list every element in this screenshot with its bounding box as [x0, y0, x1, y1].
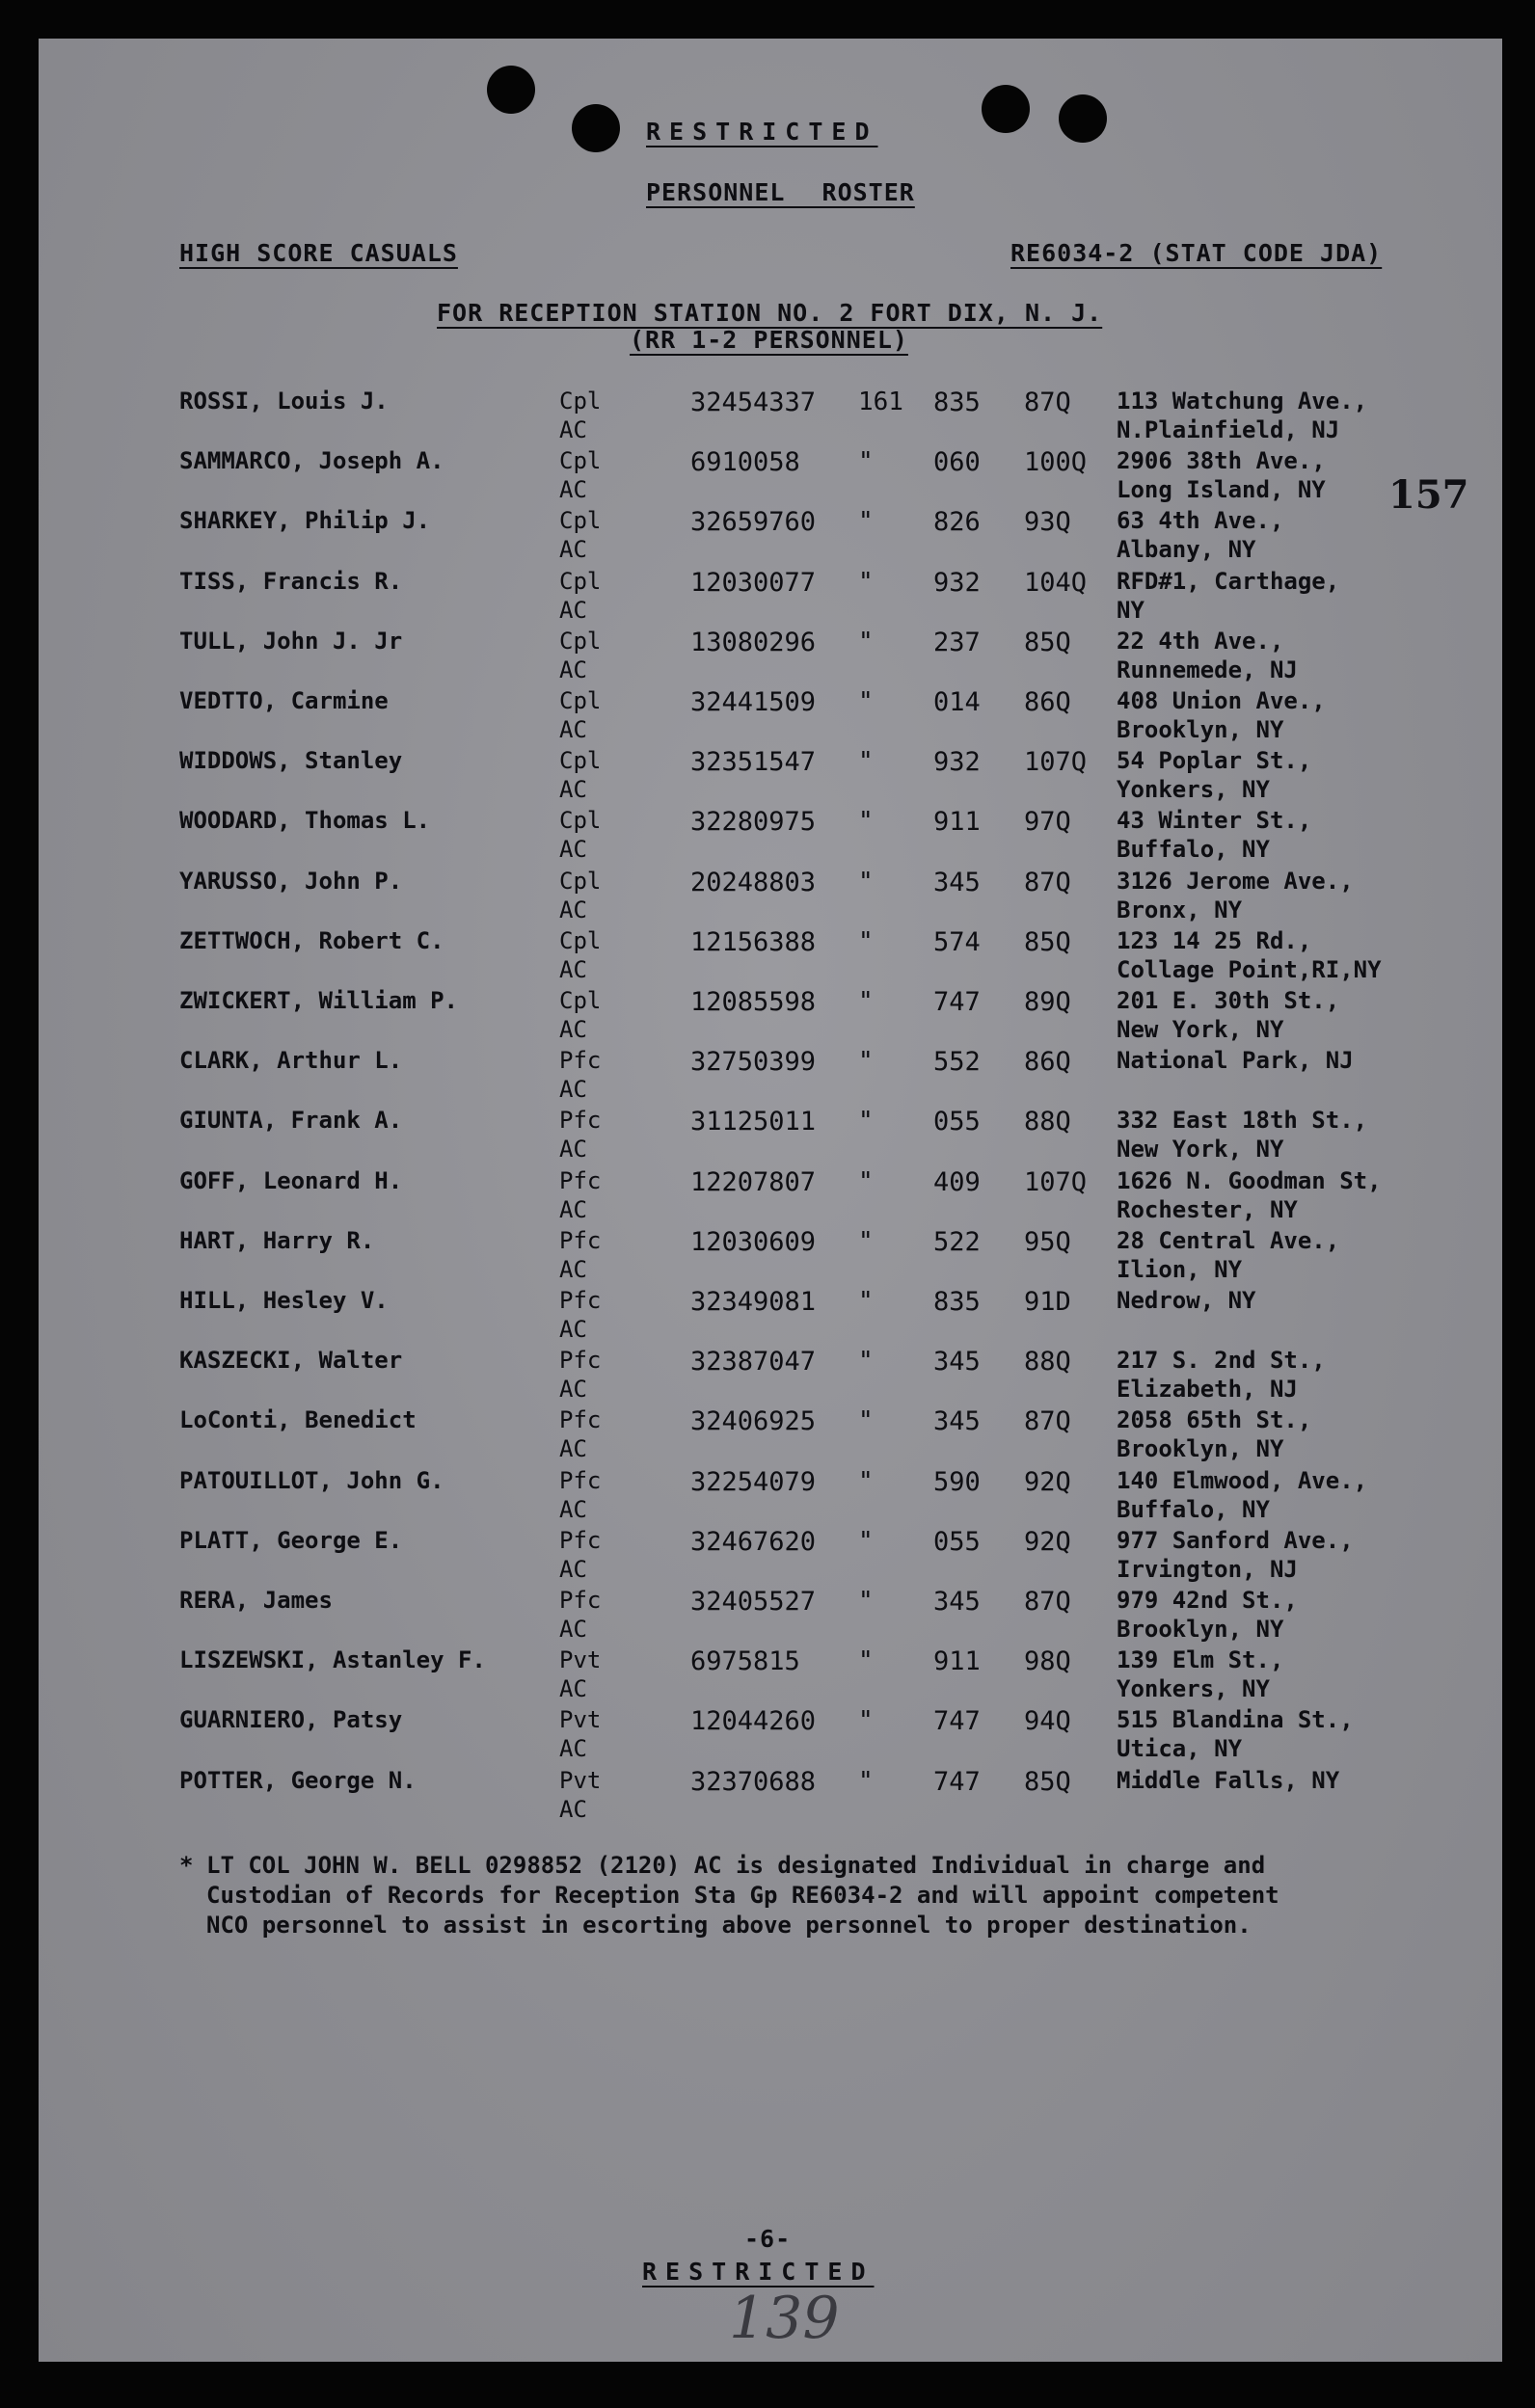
- cell-c1: ": [858, 926, 874, 956]
- cell-c3: 85Q: [1024, 627, 1071, 657]
- cell-addr2: New York, NY: [1117, 1016, 1284, 1043]
- cell-c2: 835: [933, 388, 981, 417]
- restricted-heading-top: RESTRICTED: [646, 118, 878, 146]
- cell-branch: AC: [559, 1795, 587, 1823]
- cell-addr2: Rochester, NY: [1117, 1195, 1298, 1223]
- cell-grade: Pvt: [559, 1766, 602, 1794]
- cell-name: RERA, James: [179, 1587, 333, 1614]
- cell-c1: ": [858, 1107, 874, 1137]
- cell-addr2: Buffalo, NY: [1117, 1495, 1270, 1523]
- table-row: [39, 987, 1502, 1047]
- cell-addr1: 140 Elmwood, Ave.,: [1117, 1466, 1368, 1494]
- cell-branch: AC: [559, 1195, 587, 1223]
- cell-name: PATOUILLOT, John G.: [179, 1466, 444, 1494]
- cell-c1: ": [858, 1587, 874, 1616]
- cell-addr1: 113 Watchung Ave.,: [1117, 388, 1368, 415]
- cell-addr2: Long Island, NY: [1117, 476, 1326, 504]
- cell-name: LoConti, Benedict: [179, 1406, 417, 1434]
- cell-c1: ": [858, 1226, 874, 1256]
- cell-serial: 32351547: [690, 747, 817, 778]
- cell-addr2: N.Plainfield, NJ: [1117, 416, 1340, 443]
- cell-serial: 13080296: [690, 627, 817, 657]
- cell-c2: 522: [933, 1226, 981, 1257]
- cell-c2: 345: [933, 867, 981, 897]
- cell-c3: 97Q: [1024, 807, 1071, 838]
- cell-c2: 060: [933, 447, 981, 478]
- cell-c2: 237: [933, 627, 981, 657]
- footnote-line-2: Custodian of Records for Reception Sta Gp RE6034-2 and will appoint competent: [206, 1882, 1279, 1909]
- cell-branch: AC: [559, 1555, 587, 1583]
- cell-addr2: Brooklyn, NY: [1117, 1616, 1284, 1643]
- cell-name: ZWICKERT, William P.: [179, 987, 458, 1014]
- cell-addr1: 2058 65th St.,: [1117, 1406, 1312, 1434]
- cell-name: TULL, John J. Jr: [179, 627, 403, 655]
- cell-grade: Cpl: [559, 507, 602, 535]
- cell-branch: AC: [559, 716, 587, 743]
- cell-addr2: New York, NY: [1117, 1136, 1284, 1164]
- cell-branch: AC: [559, 1435, 587, 1463]
- cell-name: SAMMARCO, Joseph A.: [179, 447, 444, 475]
- cell-c2: 055: [933, 1526, 981, 1557]
- cell-c3: 104Q: [1024, 567, 1088, 598]
- cell-addr1: 977 Sanford Ave.,: [1117, 1526, 1354, 1554]
- table-row: [39, 807, 1502, 867]
- cell-grade: Pfc: [559, 1526, 602, 1554]
- cell-name: WOODARD, Thomas L.: [179, 807, 431, 835]
- cell-c2: 911: [933, 807, 981, 838]
- cell-branch: AC: [559, 1616, 587, 1643]
- cell-addr1: RFD#1, Carthage,: [1117, 567, 1340, 595]
- cell-grade: Pvt: [559, 1706, 602, 1734]
- cell-c2: 345: [933, 1347, 981, 1378]
- cell-c3: 100Q: [1024, 447, 1088, 478]
- table-row: [39, 868, 1502, 927]
- table-row: [39, 447, 1502, 507]
- cell-c2: 345: [933, 1406, 981, 1437]
- cell-c3: 87Q: [1024, 867, 1071, 897]
- cell-c2: 345: [933, 1587, 981, 1617]
- cell-grade: Pvt: [559, 1646, 602, 1674]
- cell-name: KASZECKI, Walter: [179, 1347, 403, 1375]
- cell-c3: 92Q: [1024, 1466, 1071, 1497]
- cell-c3: 107Q: [1024, 1166, 1088, 1197]
- cell-name: HART, Harry R.: [179, 1226, 375, 1254]
- cell-c2: 835: [933, 1287, 981, 1317]
- cell-serial: 32405527: [690, 1587, 817, 1617]
- cell-name: PLATT, George E.: [179, 1526, 403, 1554]
- cell-addr1: 2906 38th Ave.,: [1117, 447, 1326, 475]
- cell-c3: 91D: [1024, 1287, 1071, 1317]
- cell-branch: AC: [559, 476, 587, 504]
- cell-c1: ": [858, 1646, 874, 1676]
- page-number: -6-: [744, 2225, 792, 2253]
- table-row: [39, 1527, 1502, 1587]
- cell-serial: 32441509: [690, 687, 817, 717]
- cell-grade: Cpl: [559, 388, 602, 415]
- cell-addr2: Buffalo, NY: [1117, 836, 1270, 864]
- cell-addr2: NY: [1117, 596, 1145, 624]
- cell-serial: 12156388: [690, 926, 817, 957]
- cell-name: GUARNIERO, Patsy: [179, 1706, 403, 1734]
- cell-branch: AC: [559, 1076, 587, 1104]
- cell-c2: 590: [933, 1466, 981, 1497]
- cell-c1: ": [858, 1347, 874, 1377]
- cell-branch: AC: [559, 1255, 587, 1283]
- cell-c1: ": [858, 1287, 874, 1316]
- cell-c1: ": [858, 627, 874, 656]
- table-row: [39, 1167, 1502, 1227]
- cell-c1: ": [858, 447, 874, 477]
- cell-serial: 12085598: [690, 987, 817, 1017]
- page-stamp: 157: [1388, 472, 1469, 518]
- cell-serial: 12044260: [690, 1706, 817, 1737]
- cell-grade: Cpl: [559, 687, 602, 714]
- cell-c2: 747: [933, 1706, 981, 1737]
- cell-branch: AC: [559, 536, 587, 564]
- cell-addr1: 43 Winter St.,: [1117, 807, 1312, 835]
- cell-name: HILL, Hesley V.: [179, 1287, 389, 1314]
- cell-grade: Cpl: [559, 867, 602, 895]
- cell-grade: Pfc: [559, 1047, 602, 1075]
- cell-addr1: Nedrow, NY: [1117, 1287, 1256, 1314]
- cell-addr2: Yonkers, NY: [1117, 776, 1270, 804]
- personnel-line: (RR 1-2 PERSONNEL): [630, 326, 908, 354]
- cell-name: ZETTWOCH, Robert C.: [179, 926, 444, 954]
- cell-name: VEDTTO, Carmine: [179, 687, 389, 714]
- cell-name: SHARKEY, Philip J.: [179, 507, 431, 535]
- cell-c3: 87Q: [1024, 1406, 1071, 1437]
- table-row: [39, 927, 1502, 987]
- cell-grade: Cpl: [559, 807, 602, 835]
- footnote-line-1: LT COL JOHN W. BELL 0298852 (2120) AC is designated Individual in charge and: [206, 1852, 1266, 1879]
- cell-c1: ": [858, 1526, 874, 1556]
- cell-serial: 32387047: [690, 1347, 817, 1378]
- cell-c1: ": [858, 1466, 874, 1496]
- cell-grade: Pfc: [559, 1347, 602, 1375]
- group-label: HIGH SCORE CASUALS: [179, 239, 458, 267]
- cell-c3: 89Q: [1024, 987, 1071, 1017]
- table-row: [39, 1406, 1502, 1466]
- table-row: [39, 507, 1502, 567]
- cell-name: ROSSI, Louis J.: [179, 388, 389, 415]
- cell-branch: AC: [559, 1136, 587, 1164]
- cell-c2: 409: [933, 1166, 981, 1197]
- table-row: [39, 388, 1502, 447]
- cell-addr1: 63 4th Ave.,: [1117, 507, 1284, 535]
- cell-serial: 32406925: [690, 1406, 817, 1437]
- cell-c3: 87Q: [1024, 1587, 1071, 1617]
- cell-serial: 6910058: [690, 447, 800, 478]
- cell-name: LISZEWSKI, Astanley F.: [179, 1646, 486, 1674]
- cell-branch: AC: [559, 1376, 587, 1404]
- cell-serial: 12030077: [690, 567, 817, 598]
- cell-branch: AC: [559, 1316, 587, 1343]
- cell-c3: 107Q: [1024, 747, 1088, 778]
- cell-addr2: Elizabeth, NJ: [1117, 1376, 1298, 1404]
- table-row: [39, 687, 1502, 747]
- cell-c2: 932: [933, 567, 981, 598]
- cell-branch: AC: [559, 416, 587, 443]
- cell-addr2: Bronx, NY: [1117, 896, 1243, 923]
- stat-code: RE6034-2 (STAT CODE JDA): [1010, 239, 1383, 267]
- cell-serial: 12030609: [690, 1226, 817, 1257]
- cell-c1: ": [858, 747, 874, 777]
- cell-addr1: 217 S. 2nd St.,: [1117, 1347, 1326, 1375]
- table-row: [39, 568, 1502, 628]
- cell-c3: 94Q: [1024, 1706, 1071, 1737]
- cell-c3: 87Q: [1024, 388, 1071, 417]
- cell-c2: 932: [933, 747, 981, 778]
- cell-grade: Cpl: [559, 567, 602, 595]
- cell-addr1: Middle Falls, NY: [1117, 1766, 1340, 1794]
- cell-addr1: 408 Union Ave.,: [1117, 687, 1326, 714]
- cell-c1: ": [858, 1166, 874, 1196]
- handwritten-page-number: 139: [729, 2285, 840, 2352]
- cell-c3: 85Q: [1024, 1766, 1071, 1797]
- cell-serial: 20248803: [690, 867, 817, 897]
- cell-c2: 055: [933, 1107, 981, 1137]
- cell-branch: AC: [559, 1735, 587, 1763]
- restricted-heading-bottom: RESTRICTED: [642, 2258, 875, 2286]
- cell-grade: Cpl: [559, 987, 602, 1014]
- cell-name: TISS, Francis R.: [179, 567, 403, 595]
- cell-branch: AC: [559, 776, 587, 804]
- table-row: [39, 1047, 1502, 1107]
- table-row: [39, 1347, 1502, 1406]
- cell-addr2: Albany, NY: [1117, 536, 1256, 564]
- cell-c1: ": [858, 507, 874, 537]
- cell-branch: AC: [559, 1675, 587, 1703]
- cell-name: GIUNTA, Frank A.: [179, 1107, 403, 1135]
- cell-serial: 32659760: [690, 507, 817, 538]
- roster-title: PERSONNEL ROSTER: [646, 178, 915, 206]
- table-row: [39, 1767, 1502, 1827]
- cell-addr2: Runnemede, NJ: [1117, 656, 1298, 683]
- table-row: [39, 1467, 1502, 1527]
- cell-grade: Pfc: [559, 1107, 602, 1135]
- cell-c3: 86Q: [1024, 687, 1071, 717]
- cell-branch: AC: [559, 1495, 587, 1523]
- cell-addr1: 1626 N. Goodman St,: [1117, 1166, 1382, 1194]
- table-row: [39, 1227, 1502, 1287]
- cell-addr2: Yonkers, NY: [1117, 1675, 1270, 1703]
- table-row: [39, 1587, 1502, 1646]
- cell-addr2: Brooklyn, NY: [1117, 716, 1284, 743]
- cell-c2: 911: [933, 1646, 981, 1677]
- cell-addr2: Collage Point,RI,NY: [1117, 955, 1382, 983]
- cell-addr1: 201 E. 30th St.,: [1117, 987, 1340, 1014]
- table-row: [39, 1646, 1502, 1706]
- cell-grade: Cpl: [559, 926, 602, 954]
- cell-branch: AC: [559, 596, 587, 624]
- cell-c2: 574: [933, 926, 981, 957]
- cell-addr1: 22 4th Ave.,: [1117, 627, 1284, 655]
- cell-branch: AC: [559, 656, 587, 683]
- table-row: [39, 747, 1502, 807]
- cell-addr2: Brooklyn, NY: [1117, 1435, 1284, 1463]
- cell-grade: Pfc: [559, 1226, 602, 1254]
- cell-addr1: National Park, NJ: [1117, 1047, 1354, 1075]
- station-line: FOR RECEPTION STATION NO. 2 FORT DIX, N. J.: [437, 299, 1103, 327]
- cell-serial: 32349081: [690, 1287, 817, 1317]
- cell-c1: ": [858, 1406, 874, 1436]
- cell-serial: 32454337: [690, 388, 817, 417]
- cell-c3: 86Q: [1024, 1047, 1071, 1078]
- punch-hole-left-2: [572, 104, 620, 152]
- cell-serial: 31125011: [690, 1107, 817, 1137]
- cell-c3: 85Q: [1024, 926, 1071, 957]
- cell-addr1: 123 14 25 Rd.,: [1117, 926, 1312, 954]
- table-row: [39, 628, 1502, 687]
- cell-grade: Pfc: [559, 1587, 602, 1614]
- cell-addr1: 3126 Jerome Ave.,: [1117, 867, 1354, 895]
- footnote-marker: *: [179, 1852, 194, 1879]
- cell-c2: 552: [933, 1047, 981, 1078]
- footnote-line-3: NCO personnel to assist in escorting above personnel to proper destination.: [206, 1912, 1252, 1939]
- cell-c3: 95Q: [1024, 1226, 1071, 1257]
- cell-name: POTTER, George N.: [179, 1766, 417, 1794]
- cell-grade: Pfc: [559, 1166, 602, 1194]
- table-row: [39, 1287, 1502, 1347]
- cell-c1: ": [858, 1706, 874, 1736]
- cell-c1: ": [858, 987, 874, 1016]
- cell-c3: 88Q: [1024, 1107, 1071, 1137]
- cell-addr1: 139 Elm St.,: [1117, 1646, 1284, 1674]
- cell-branch: AC: [559, 1016, 587, 1043]
- cell-c3: 93Q: [1024, 507, 1071, 538]
- cell-c1: ": [858, 687, 874, 716]
- cell-c3: 98Q: [1024, 1646, 1071, 1677]
- cell-addr1: 28 Central Ave.,: [1117, 1226, 1340, 1254]
- cell-name: WIDDOWS, Stanley: [179, 747, 403, 775]
- cell-branch: AC: [559, 836, 587, 864]
- cell-c2: 014: [933, 687, 981, 717]
- cell-c2: 747: [933, 987, 981, 1017]
- cell-addr1: 54 Poplar St.,: [1117, 747, 1312, 775]
- cell-grade: Pfc: [559, 1287, 602, 1314]
- cell-c1: 161: [858, 388, 903, 416]
- table-row: [39, 1107, 1502, 1166]
- footnote: [179, 1851, 1279, 1939]
- cell-serial: 32254079: [690, 1466, 817, 1497]
- cell-serial: 32370688: [690, 1766, 817, 1797]
- cell-c1: ": [858, 567, 874, 597]
- cell-c1: ": [858, 1047, 874, 1077]
- cell-c1: ": [858, 1766, 874, 1796]
- cell-c2: 826: [933, 507, 981, 538]
- cell-addr2: Utica, NY: [1117, 1735, 1243, 1763]
- punch-hole-right: [982, 85, 1030, 133]
- cell-addr2: Irvington, NJ: [1117, 1555, 1298, 1583]
- table-row: [39, 1706, 1502, 1766]
- cell-serial: 6975815: [690, 1646, 800, 1677]
- cell-c1: ": [858, 807, 874, 837]
- cell-serial: 32280975: [690, 807, 817, 838]
- punch-hole-right-2: [1059, 94, 1107, 143]
- cell-name: GOFF, Leonard H.: [179, 1166, 403, 1194]
- cell-c2: 747: [933, 1766, 981, 1797]
- cell-grade: Pfc: [559, 1466, 602, 1494]
- cell-addr2: Ilion, NY: [1117, 1255, 1243, 1283]
- cell-addr1: 979 42nd St.,: [1117, 1587, 1298, 1614]
- cell-grade: Cpl: [559, 447, 602, 475]
- cell-c3: 88Q: [1024, 1347, 1071, 1378]
- cell-serial: 32467620: [690, 1526, 817, 1557]
- punch-hole-left: [487, 66, 535, 114]
- cell-c3: 92Q: [1024, 1526, 1071, 1557]
- cell-addr1: 515 Blandina St.,: [1117, 1706, 1354, 1734]
- document-page: [39, 39, 1502, 2362]
- cell-serial: 32750399: [690, 1047, 817, 1078]
- cell-name: YARUSSO, John P.: [179, 867, 403, 895]
- cell-grade: Cpl: [559, 627, 602, 655]
- cell-serial: 12207807: [690, 1166, 817, 1197]
- cell-c1: ": [858, 867, 874, 896]
- cell-branch: AC: [559, 896, 587, 923]
- cell-addr1: 332 East 18th St.,: [1117, 1107, 1368, 1135]
- cell-name: CLARK, Arthur L.: [179, 1047, 403, 1075]
- cell-grade: Pfc: [559, 1406, 602, 1434]
- cell-grade: Cpl: [559, 747, 602, 775]
- cell-branch: AC: [559, 955, 587, 983]
